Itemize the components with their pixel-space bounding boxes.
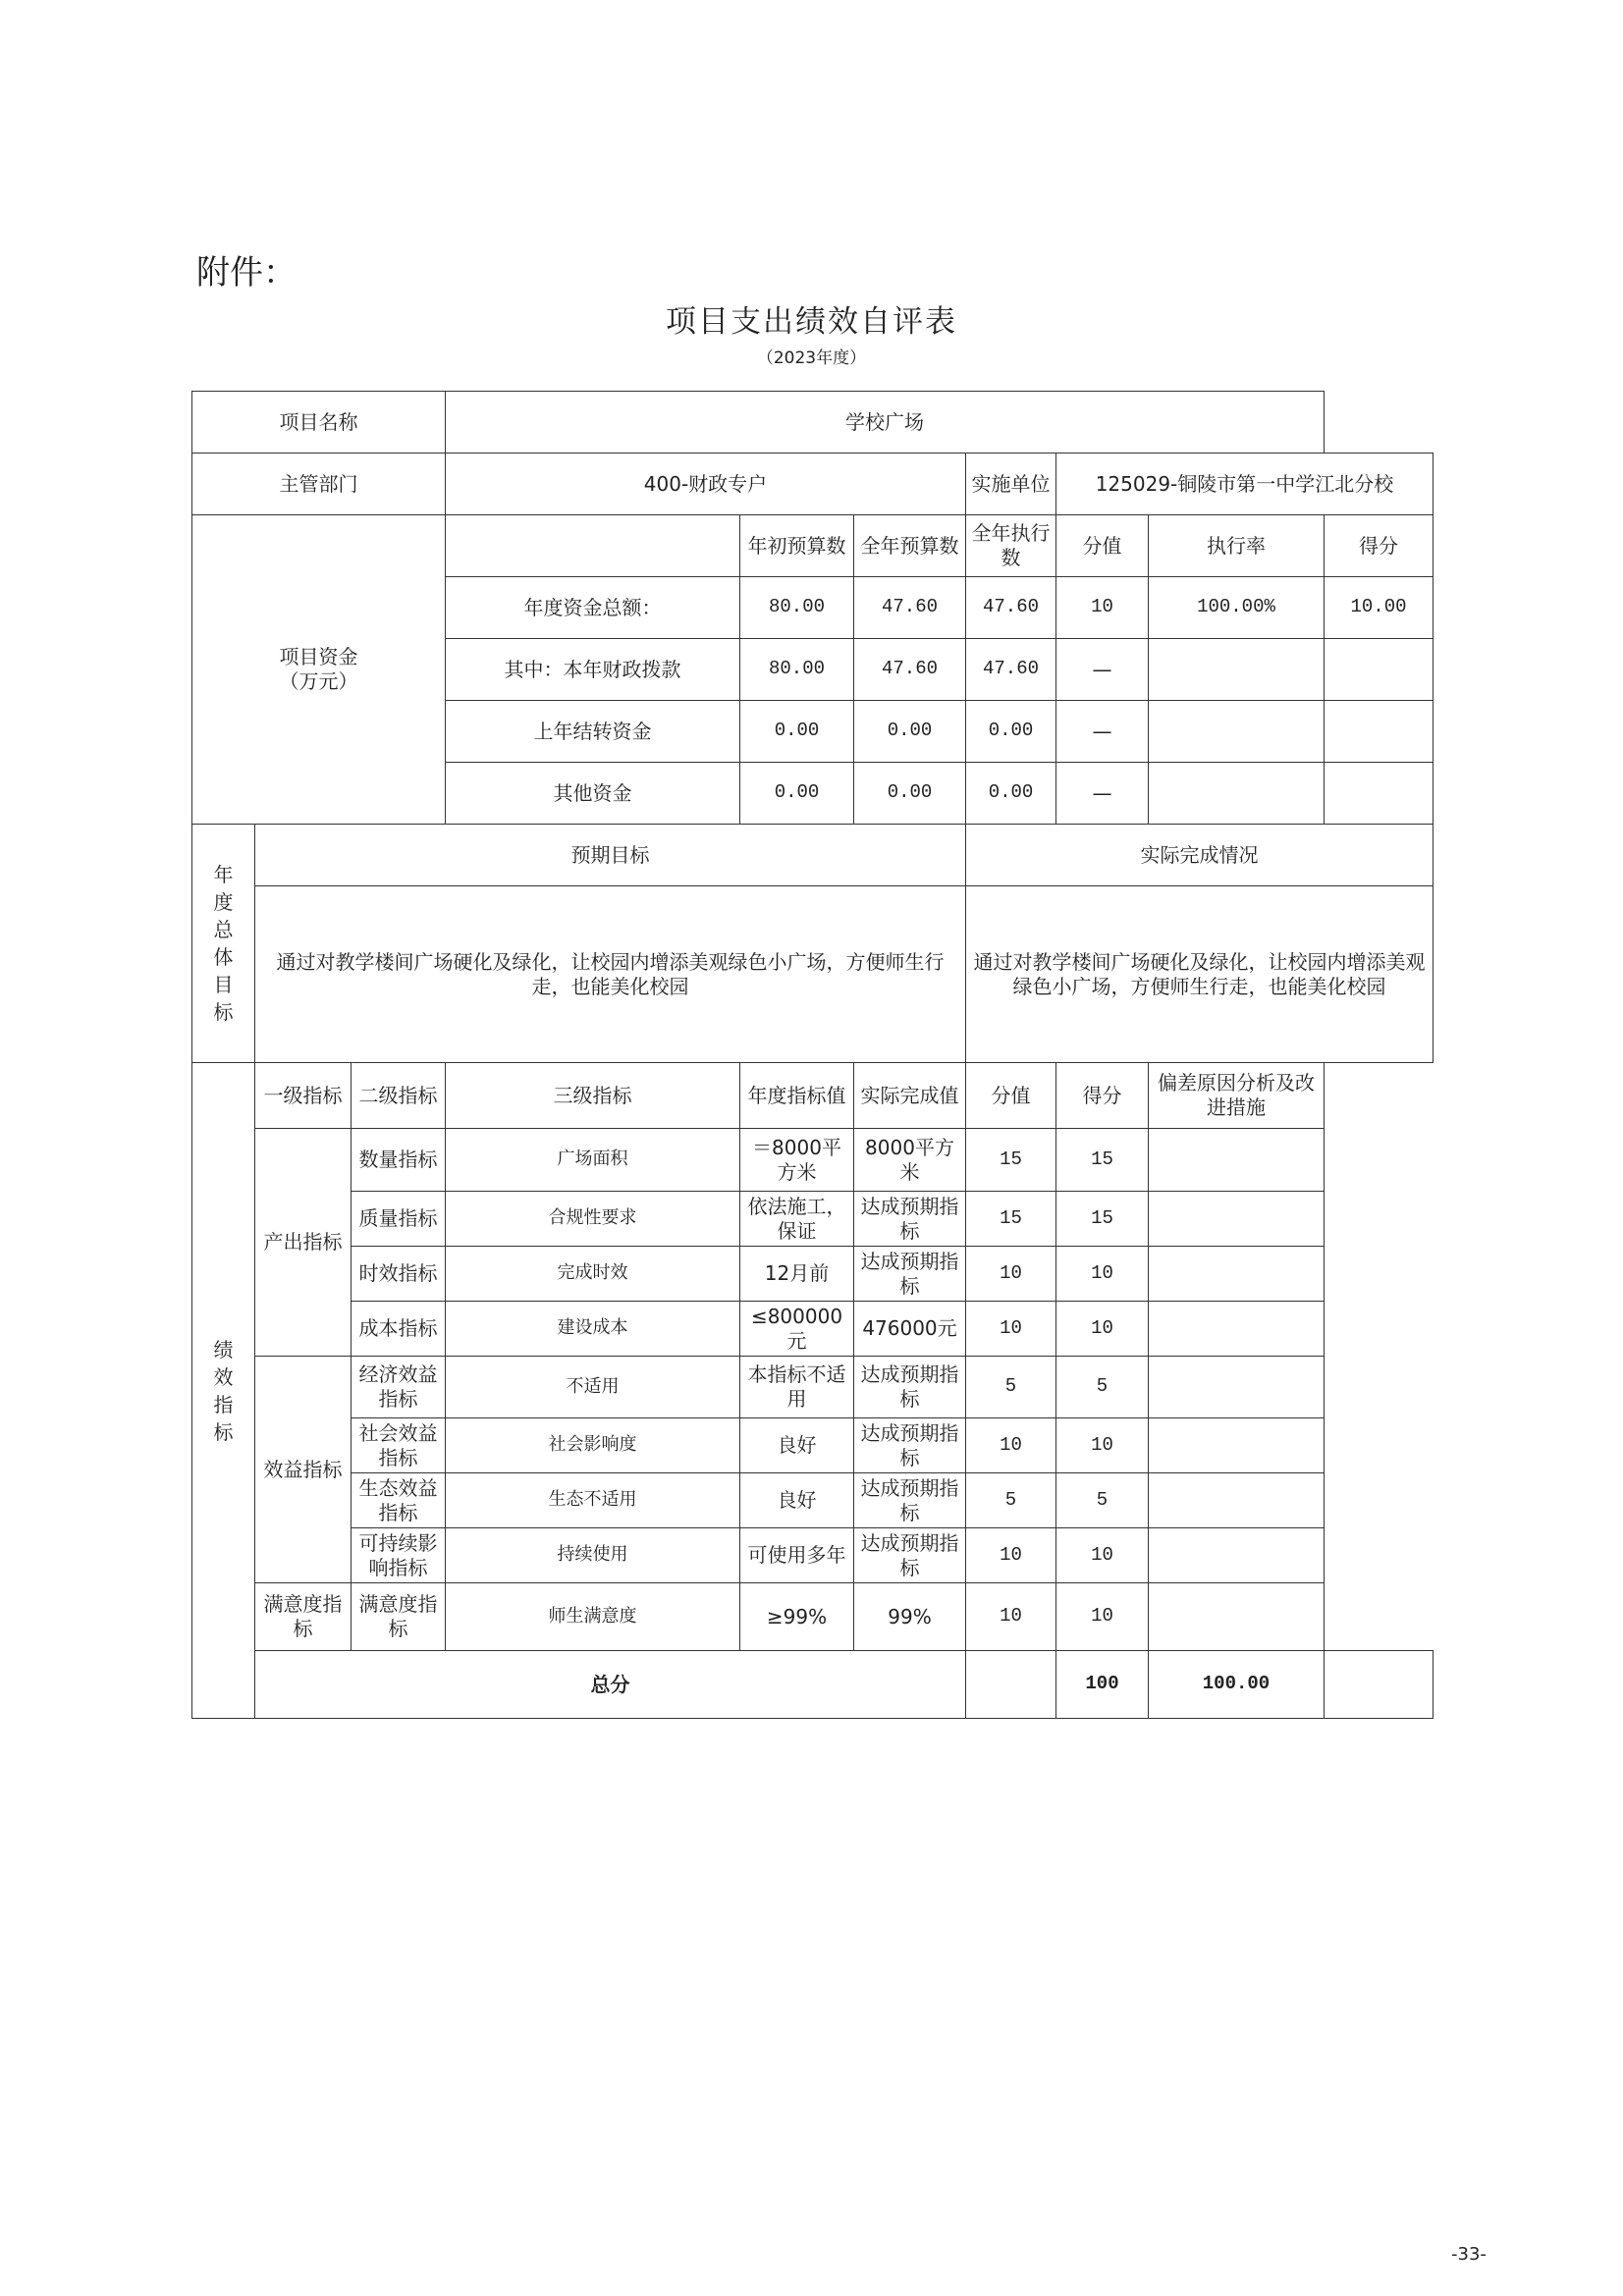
funds-row-score-value: — [1056, 639, 1149, 701]
indicator-deviation [1149, 1247, 1325, 1302]
goals-header-row [192, 825, 1434, 886]
performance-indicators-char: 效 [213, 1364, 234, 1389]
funds-row-initial: 0.00 [740, 763, 854, 825]
funds-row-exec: 47.60 [966, 577, 1056, 639]
funds-row-exec: 0.00 [966, 763, 1056, 825]
indicator-level2: 成本指标 [352, 1302, 446, 1357]
indicator-row [192, 1583, 1434, 1651]
department-label: 主管部门 [192, 454, 446, 515]
funds-header-exec: 全年执行数 [966, 515, 1056, 577]
output-indicators-label: 产出指标 [255, 1129, 352, 1357]
funds-row-initial: 0.00 [740, 701, 854, 763]
indicator-level2: 经济效益指标 [352, 1357, 446, 1418]
funds-label [192, 515, 446, 825]
funds-row-rate [1149, 763, 1325, 825]
funds-row-full: 0.00 [854, 701, 966, 763]
indicator-row [192, 1418, 1434, 1473]
indicator-level2: 生态效益指标 [352, 1473, 446, 1528]
indicator-actual: 达成预期指标 [854, 1357, 966, 1418]
funds-row-initial: 80.00 [740, 639, 854, 701]
indicator-value: 10 [966, 1247, 1056, 1302]
indicator-score: 10 [1056, 1247, 1149, 1302]
indicator-value: 15 [966, 1129, 1056, 1192]
indicator-actual: 达成预期指标 [854, 1192, 966, 1247]
benefit-indicators-label: 效益指标 [255, 1357, 352, 1583]
total-value: 100 [1056, 1651, 1149, 1719]
indicator-level2: 社会效益指标 [352, 1418, 446, 1473]
funds-row-rate [1149, 639, 1325, 701]
indicator-score: 10 [1056, 1302, 1149, 1357]
indicator-row [192, 1473, 1434, 1528]
indicator-level2: 可持续影响指标 [352, 1528, 446, 1583]
indicator-score: 10 [1056, 1583, 1149, 1651]
funds-header-initial: 年初预算数 [740, 515, 854, 577]
expected-goal-text: 通过对教学楼间广场硬化及绿化，让校园内增添美观绿色小广场，方便师生行走，也能美化校园 [255, 886, 966, 1063]
actual-result-header: 实际完成情况 [966, 825, 1434, 886]
indicator-target: ≤800000元 [740, 1302, 854, 1357]
indicator-actual: 476000元 [854, 1302, 966, 1357]
indicator-header-deviation: 偏差原因分析及改进措施 [1149, 1063, 1325, 1129]
funds-row-score [1325, 639, 1434, 701]
annual-goals-char: 标 [213, 1000, 234, 1024]
indicator-value: 10 [966, 1528, 1056, 1583]
indicator-score: 10 [1056, 1418, 1149, 1473]
annual-goals-char: 体 [213, 945, 234, 969]
indicator-deviation [1149, 1357, 1325, 1418]
indicator-row [192, 1302, 1434, 1357]
impl-unit-value: 125029-铜陵市第一中学江北分校 [1056, 454, 1434, 515]
indicator-header-target: 年度指标值 [740, 1063, 854, 1129]
page-number: -33- [1451, 2244, 1487, 2265]
funds-row-rate [1149, 701, 1325, 763]
indicator-header-level2: 二级指标 [352, 1063, 446, 1129]
indicator-target: ≥99% [740, 1583, 854, 1651]
funds-row-full: 0.00 [854, 763, 966, 825]
indicator-level3: 不适用 [446, 1357, 740, 1418]
annual-goals-char: 度 [213, 890, 234, 914]
indicator-value: 5 [966, 1357, 1056, 1418]
indicator-row [192, 1528, 1434, 1583]
indicator-score: 15 [1056, 1192, 1149, 1247]
funds-row-full: 47.60 [854, 577, 966, 639]
funds-header-score: 得分 [1325, 515, 1434, 577]
indicator-header-row [192, 1063, 1434, 1129]
indicator-row [192, 1129, 1434, 1192]
project-name-row [192, 392, 1434, 454]
indicator-actual: 达成预期指标 [854, 1528, 966, 1583]
indicator-level3: 师生满意度 [446, 1583, 740, 1651]
page-title: 项目支出绩效自评表 [666, 304, 957, 340]
indicator-target: 可使用多年 [740, 1528, 854, 1583]
performance-indicators-label [192, 1063, 255, 1719]
indicator-deviation [1149, 1583, 1325, 1651]
goals-content-row [192, 886, 1434, 1063]
project-name-label: 项目名称 [192, 392, 446, 454]
funds-row-initial: 80.00 [740, 577, 854, 639]
indicator-deviation [1149, 1418, 1325, 1473]
indicator-value: 10 [966, 1302, 1056, 1357]
indicator-level3: 广场面积 [446, 1129, 740, 1192]
indicator-level3: 生态不适用 [446, 1473, 740, 1528]
annual-goals-char: 年 [213, 863, 234, 886]
funds-header-row [192, 515, 1434, 577]
annual-goals-char: 总 [213, 918, 234, 941]
funds-row-score-value: — [1056, 701, 1149, 763]
funds-row-score-value: — [1056, 763, 1149, 825]
annual-goals-label [192, 825, 255, 1063]
funds-row-name: 其中：本年财政拨款 [446, 639, 740, 701]
actual-result-text: 通过对教学楼间广场硬化及绿化，让校园内增添美观绿色小广场，方便师生行走，也能美化校园 [966, 886, 1434, 1063]
funds-header-full: 全年预算数 [854, 515, 966, 577]
indicator-level3: 合规性要求 [446, 1192, 740, 1247]
indicator-score: 5 [1056, 1357, 1149, 1418]
indicator-target: 12月前 [740, 1247, 854, 1302]
indicator-header-value: 分值 [966, 1063, 1056, 1129]
total-deviation [1325, 1651, 1434, 1719]
funds-header-rate: 执行率 [1149, 515, 1325, 577]
funds-header-blank [446, 515, 740, 577]
funds-row-score: 10.00 [1325, 577, 1434, 639]
indicator-target: 依法施工，保证 [740, 1192, 854, 1247]
indicator-score: 5 [1056, 1473, 1149, 1528]
indicator-level3: 建设成本 [446, 1302, 740, 1357]
indicator-level2: 数量指标 [352, 1129, 446, 1192]
indicator-deviation [1149, 1528, 1325, 1583]
indicator-target: 本指标不适用 [740, 1357, 854, 1418]
indicator-level3: 完成时效 [446, 1247, 740, 1302]
funds-label-line1: 项目资金 [279, 645, 358, 668]
annual-goals-char: 目 [213, 973, 234, 996]
indicator-row [192, 1247, 1434, 1302]
indicator-deviation [1149, 1473, 1325, 1528]
funds-row-exec: 0.00 [966, 701, 1056, 763]
indicator-level3: 持续使用 [446, 1528, 740, 1583]
funds-row-full: 47.60 [854, 639, 966, 701]
funds-row-name: 其他资金 [446, 763, 740, 825]
indicator-value: 10 [966, 1418, 1056, 1473]
indicator-header-actual: 实际完成值 [854, 1063, 966, 1129]
funds-row-score [1325, 701, 1434, 763]
indicator-actual: 达成预期指标 [854, 1247, 966, 1302]
indicator-header-score: 得分 [1056, 1063, 1149, 1129]
funds-row-name: 上年结转资金 [446, 701, 740, 763]
satisfaction-indicators-label: 满意度指标 [255, 1583, 352, 1651]
indicator-score: 10 [1056, 1528, 1149, 1583]
indicator-actual: 达成预期指标 [854, 1418, 966, 1473]
indicator-actual: 达成预期指标 [854, 1473, 966, 1528]
indicator-target: 良好 [740, 1418, 854, 1473]
funds-row-rate: 100.00% [1149, 577, 1325, 639]
indicator-value: 10 [966, 1583, 1056, 1651]
funds-header-score-value: 分值 [1056, 515, 1149, 577]
total-score: 100.00 [1149, 1651, 1325, 1719]
indicator-value: 15 [966, 1192, 1056, 1247]
indicator-row [192, 1192, 1434, 1247]
project-name-value: 学校广场 [446, 392, 1325, 454]
funds-row-score-value: 10 [1056, 577, 1149, 639]
funds-label-line2: （万元） [279, 669, 358, 693]
total-label: 总分 [255, 1651, 966, 1719]
funds-row-exec: 47.60 [966, 639, 1056, 701]
indicator-header-level1: 一级指标 [255, 1063, 352, 1129]
indicator-actual: 99% [854, 1583, 966, 1651]
indicator-deviation [1149, 1302, 1325, 1357]
impl-unit-label: 实施单位 [966, 454, 1056, 515]
performance-indicators-char: 标 [213, 1419, 234, 1444]
indicator-deviation [1149, 1192, 1325, 1247]
funds-row-name: 年度资金总额： [446, 577, 740, 639]
department-value: 400-财政专户 [446, 454, 966, 515]
indicator-level2: 质量指标 [352, 1192, 446, 1247]
attachment-label: 附件： [196, 253, 297, 293]
total-row [192, 1651, 1434, 1719]
total-blank [966, 1651, 1056, 1719]
indicator-level3: 社会影响度 [446, 1418, 740, 1473]
indicator-value: 5 [966, 1473, 1056, 1528]
year-subtitle: （2023年度） [756, 348, 867, 368]
performance-indicators-char: 绩 [213, 1337, 234, 1362]
indicator-target: ＝8000平方米 [740, 1129, 854, 1192]
indicator-score: 15 [1056, 1129, 1149, 1192]
self-evaluation-table [191, 391, 1434, 1719]
indicator-deviation [1149, 1129, 1325, 1192]
funds-row-score [1325, 763, 1434, 825]
department-row [192, 454, 1434, 515]
performance-indicators-char: 指 [213, 1392, 234, 1416]
indicator-header-level3: 三级指标 [446, 1063, 740, 1129]
indicator-row [192, 1357, 1434, 1418]
indicator-level2: 满意度指标 [352, 1583, 446, 1651]
indicator-target: 良好 [740, 1473, 854, 1528]
expected-goal-header: 预期目标 [255, 825, 966, 886]
indicator-actual: 8000平方米 [854, 1129, 966, 1192]
indicator-level2: 时效指标 [352, 1247, 446, 1302]
